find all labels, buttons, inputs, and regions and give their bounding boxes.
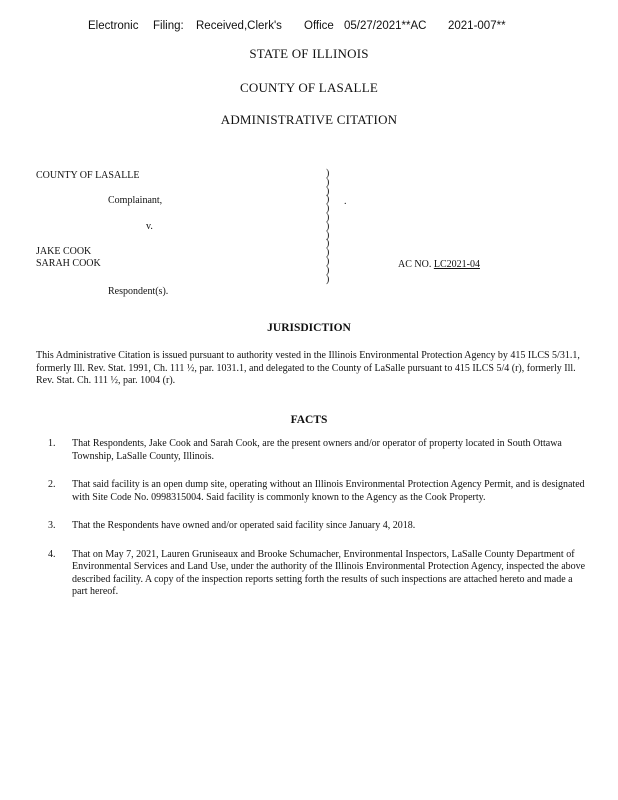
document-title: ADMINISTRATIVE CITATION — [220, 112, 398, 127]
fact-number: 3. — [48, 520, 56, 531]
fact-number: 4. — [48, 548, 56, 560]
fact-item — [48, 438, 588, 463]
fact-item — [48, 479, 588, 504]
fact-item — [48, 549, 588, 599]
fact-number: 2. — [48, 479, 56, 490]
facts-list — [48, 438, 588, 615]
stamp-number: 2021-007** — [448, 20, 506, 32]
jurisdiction-text: This Administrative Citation is issued pursuant to authority vested in the Illinois Environmental Protection Agency by 415 ILCS 5/31.1, formerly Ill. Rev. Stat. 1991, Ch. 111 ½, par. 1031.1, and delegated to the County of LaSalle pursuant to 415 ILCS 5/4 (r), formerly Ill. Rev. Stat. Ch. 111 ½, par. 1004 (r). — [36, 350, 580, 386]
fact-number: 1. — [48, 438, 56, 449]
complainant-name: COUNTY OF LASALLE — [36, 170, 140, 181]
facts-heading: FACTS — [290, 414, 328, 426]
fact-text: That said facility is an open dump site, operating without an Illinois Environmental Protection Agency Permit, and is designated with Site Code No. 0998315004. Said facility is commonly known to the Agency as the Cook Property. — [72, 479, 585, 503]
caption-side-mark: . — [344, 196, 347, 207]
respondent-name-2: SARAH COOK — [36, 258, 101, 269]
respondent-label: Respondent(s). — [108, 286, 169, 297]
ac-number-line — [398, 259, 480, 270]
stamp-electronic: Electronic — [88, 20, 139, 32]
caption-brace-column: ) ) ) ) ) ) ) ) ) ) ) ) ) — [326, 168, 330, 285]
fact-text: That the Respondents have owned and/or operated said facility since January 4, 2018. — [72, 520, 416, 531]
stamp-office: Office — [304, 20, 334, 32]
fact-text: That Respondents, Jake Cook and Sarah Cook, are the present owners and/or operator of property located in South Ottawa Township, LaSalle County, Illinois. — [72, 438, 562, 462]
fact-text: That on May 7, 2021, Lauren Gruniseaux and Brooke Schumacher, Environmental Inspectors, LaSalle County Department of Environmental Services and Land Use, under the authority of the Illinois Environmental Protection Agency, inspected the above described facility. A copy of the inspection reports setting forth the results of such inspections are attached hereto and made a part hereof. — [72, 548, 586, 597]
stamp-date: 05/27/2021**AC — [344, 20, 427, 32]
ac-number-value: LC2021-04 — [433, 259, 480, 270]
stamp-filing: Filing: — [153, 20, 184, 32]
versus-label: v. — [146, 221, 153, 232]
ac-number-prefix: AC NO. — [398, 259, 432, 270]
respondent-name-1: JAKE COOK — [36, 246, 92, 257]
jurisdiction-heading: JURISDICTION — [267, 322, 351, 334]
complainant-label: Complainant, — [108, 195, 163, 206]
fact-item — [48, 520, 588, 533]
county-title: COUNTY OF LASALLE — [240, 80, 378, 95]
stamp-received: Received,Clerk's — [196, 20, 282, 32]
state-title: STATE OF ILLINOIS — [249, 46, 369, 61]
